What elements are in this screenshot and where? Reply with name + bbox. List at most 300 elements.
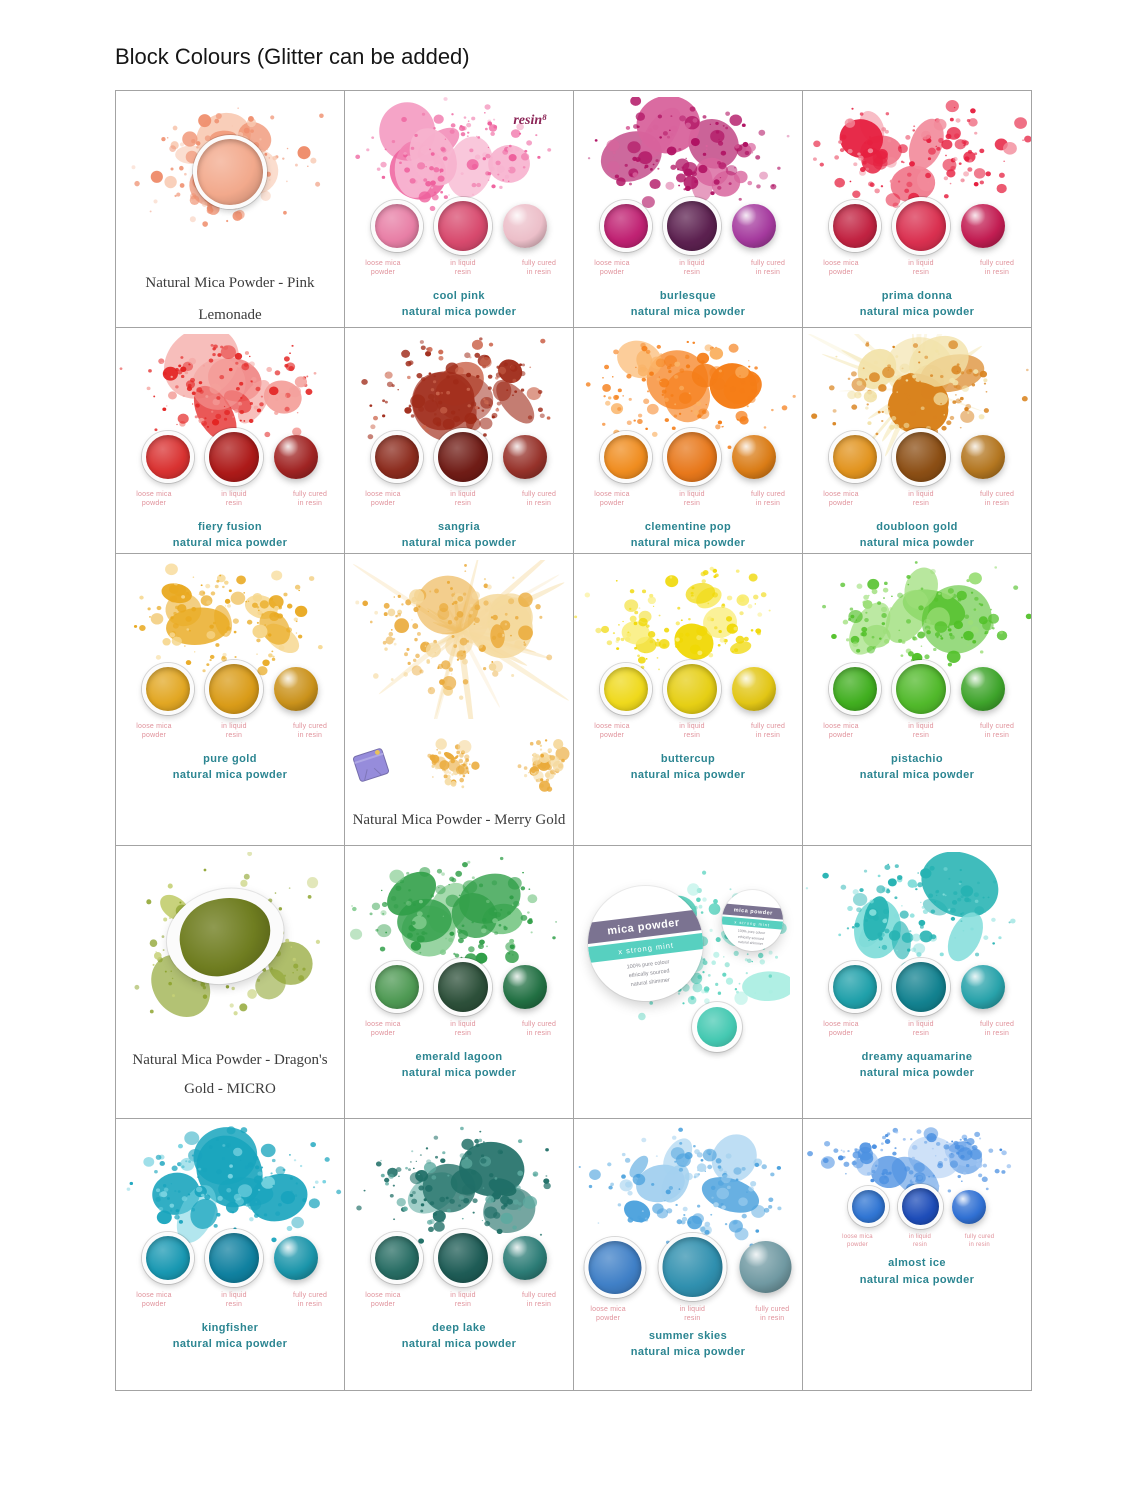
loose-powder-pot bbox=[829, 200, 881, 252]
pots-row bbox=[142, 1229, 318, 1287]
pot-caption bbox=[739, 723, 797, 741]
pot-captions bbox=[345, 491, 573, 509]
caption-line: fully cured bbox=[750, 723, 786, 730]
caption-line: fully cured bbox=[521, 1021, 557, 1028]
caption-line: fully cured bbox=[979, 491, 1015, 498]
loose-powder-pot bbox=[371, 961, 423, 1013]
liquid-resin-pot bbox=[434, 428, 492, 486]
pot-caption bbox=[656, 723, 728, 741]
pot-caption bbox=[427, 491, 499, 509]
swatch-image bbox=[345, 97, 573, 255]
swatch-image bbox=[116, 334, 344, 486]
caption-line: resin bbox=[683, 268, 701, 276]
product-suffix: natural mica powder bbox=[630, 537, 746, 549]
caption-line: in liquid bbox=[908, 491, 934, 498]
product-name: fiery fusion bbox=[197, 520, 263, 533]
pot-caption bbox=[968, 260, 1026, 278]
pot-caption bbox=[808, 723, 874, 741]
product-label bbox=[803, 519, 1031, 552]
product-label bbox=[803, 288, 1031, 321]
caption-line: in resin bbox=[297, 499, 323, 507]
product-label bbox=[116, 1320, 344, 1353]
caption-line: in resin bbox=[984, 1029, 1010, 1037]
product-label bbox=[574, 288, 802, 321]
pot-caption bbox=[957, 1234, 1002, 1249]
caption-line: powder bbox=[370, 499, 396, 507]
pot-caption bbox=[121, 1292, 187, 1310]
pot-caption bbox=[968, 491, 1026, 509]
pots-row bbox=[600, 428, 776, 486]
cell-strong-mint bbox=[574, 846, 803, 1119]
cured-resin-sphere bbox=[961, 204, 1005, 248]
cured-resin-sphere bbox=[503, 1236, 547, 1280]
caption-line: loose mica bbox=[594, 723, 630, 730]
product-name: summer skies bbox=[648, 1329, 728, 1342]
page-title: Block Colours (Glitter can be added) bbox=[115, 44, 470, 69]
pot-caption bbox=[281, 491, 339, 509]
liquid-resin-pot bbox=[205, 428, 263, 486]
swatch-image bbox=[116, 852, 344, 1030]
caption-line: fully cured bbox=[521, 491, 557, 498]
swatch-image bbox=[803, 1125, 1031, 1229]
product-suffix: natural mica powder bbox=[172, 537, 288, 549]
caption-line: in resin bbox=[297, 731, 323, 739]
cell-dreamy-aquamarine bbox=[803, 846, 1032, 1119]
caption-line: in liquid bbox=[908, 1234, 932, 1240]
pot-caption bbox=[655, 1306, 729, 1324]
caption-line: powder bbox=[370, 1029, 396, 1037]
pot-caption bbox=[281, 1292, 339, 1310]
pot-caption bbox=[808, 1021, 874, 1039]
caption-line: in resin bbox=[984, 268, 1010, 276]
caption-line: resin bbox=[912, 1241, 927, 1248]
caption-line: fully cured bbox=[750, 260, 786, 267]
caption-line: loose mica bbox=[823, 260, 859, 267]
loose-powder-pot bbox=[829, 663, 881, 715]
cured-resin-sphere bbox=[732, 204, 776, 248]
caption-line: resin bbox=[454, 1300, 472, 1308]
loose-powder-pot bbox=[142, 1232, 194, 1284]
caption-line: loose mica bbox=[594, 260, 630, 267]
loose-powder-pot bbox=[585, 1237, 646, 1298]
caption-line: loose mica bbox=[136, 491, 172, 498]
tin-subtitle-band: x strong mint bbox=[722, 916, 783, 929]
caption-line: resin bbox=[454, 499, 472, 507]
caption-line: loose mica bbox=[365, 260, 401, 267]
pot-caption bbox=[198, 723, 270, 741]
product-label bbox=[574, 519, 802, 552]
caption-line: resin bbox=[225, 1300, 243, 1308]
caption-line: in liquid bbox=[908, 723, 934, 730]
caption-line: powder bbox=[141, 499, 167, 507]
cell-cool-pink bbox=[345, 91, 574, 328]
liquid-resin-pot bbox=[659, 1233, 727, 1301]
cured-resin-sphere bbox=[503, 204, 547, 248]
mini-splash bbox=[426, 738, 482, 792]
caption-line: in liquid bbox=[679, 1306, 706, 1313]
pot-captions bbox=[345, 260, 573, 278]
caption-line: resin bbox=[454, 268, 472, 276]
caption-line: loose mica bbox=[594, 491, 630, 498]
caption-line: resin bbox=[225, 731, 243, 739]
caption-line: resin bbox=[684, 1314, 701, 1322]
pot-caption bbox=[281, 723, 339, 741]
pots-row bbox=[829, 197, 1005, 255]
cell-kingfisher bbox=[116, 1119, 345, 1391]
caption-line: resin bbox=[225, 499, 243, 507]
cell-doubloon-gold bbox=[803, 328, 1032, 554]
pot-caption bbox=[739, 491, 797, 509]
product-name: prima donna bbox=[881, 289, 953, 302]
product-suffix: natural mica powder bbox=[859, 306, 975, 318]
tin-description-line: natural shimmer bbox=[737, 940, 764, 947]
product-suffix: natural mica powder bbox=[859, 1067, 975, 1079]
liquid-resin-pot bbox=[434, 1229, 492, 1287]
product-suffix: natural mica powder bbox=[630, 1346, 746, 1358]
product-suffix: natural mica powder bbox=[630, 306, 746, 318]
swatch-image bbox=[574, 852, 802, 1080]
cell-emerald-lagoon bbox=[345, 846, 574, 1119]
caption-line: in resin bbox=[526, 499, 552, 507]
product-label bbox=[345, 812, 573, 829]
cell-dragons-gold bbox=[116, 846, 345, 1119]
swatch-image bbox=[345, 1125, 573, 1287]
cured-resin-sphere bbox=[732, 667, 776, 711]
cured-resin-sphere bbox=[961, 667, 1005, 711]
caption-line: in resin bbox=[755, 731, 781, 739]
swatch-image bbox=[803, 334, 1031, 486]
mini-splash bbox=[514, 738, 570, 792]
pots-row bbox=[371, 428, 547, 486]
swatch-image bbox=[574, 97, 802, 255]
swatch-image bbox=[574, 1125, 802, 1301]
caption-line: in resin bbox=[297, 1300, 323, 1308]
product-label bbox=[574, 751, 802, 784]
swatch-image bbox=[345, 334, 573, 486]
caption-line: in resin bbox=[984, 731, 1010, 739]
caption-line: fully cured bbox=[979, 723, 1015, 730]
product-name: doubloon gold bbox=[876, 520, 958, 533]
product-name: sangria bbox=[438, 520, 480, 533]
product-suffix: natural mica powder bbox=[859, 769, 975, 781]
cured-resin-sphere bbox=[961, 435, 1005, 479]
product-suffix: natural mica powder bbox=[401, 1067, 517, 1079]
pots-row bbox=[371, 1229, 547, 1287]
pot-caption bbox=[510, 260, 568, 278]
loose-powder-pot bbox=[371, 200, 423, 252]
tin-title-band: mica powder bbox=[585, 909, 702, 944]
pot-caption bbox=[510, 1292, 568, 1310]
product-suffix: natural mica powder bbox=[172, 769, 288, 781]
caption-line: resin bbox=[683, 731, 701, 739]
product-suffix: natural mica powder bbox=[401, 1338, 517, 1350]
pot-captions bbox=[803, 1021, 1031, 1039]
pot-captions bbox=[574, 260, 802, 278]
caption-line: in resin bbox=[526, 1029, 552, 1037]
purple-packet-icon bbox=[348, 742, 394, 788]
cured-resin-sphere bbox=[274, 667, 318, 711]
cell-pure-gold bbox=[116, 554, 345, 846]
pot-captions bbox=[345, 1292, 573, 1310]
caption-line: loose mica bbox=[823, 491, 859, 498]
pots-row bbox=[600, 197, 776, 255]
cell-sangria bbox=[345, 328, 574, 554]
caption-line: in liquid bbox=[679, 491, 705, 498]
pot-captions bbox=[803, 1234, 1031, 1249]
caption-line: powder bbox=[828, 731, 854, 739]
pot-caption bbox=[427, 1021, 499, 1039]
caption-line: loose mica bbox=[842, 1234, 873, 1240]
caption-line: loose mica bbox=[365, 491, 401, 498]
swatch-image bbox=[803, 852, 1031, 1016]
pots-row bbox=[142, 660, 318, 718]
pots-row bbox=[829, 958, 1005, 1016]
liquid-resin-pot bbox=[892, 197, 950, 255]
tin-description-line: 100% pure colour bbox=[626, 959, 670, 971]
swatch-image bbox=[116, 1125, 344, 1287]
liquid-resin-pot bbox=[892, 428, 950, 486]
caption-line: resin bbox=[454, 1029, 472, 1037]
caption-line: fully cured bbox=[979, 260, 1015, 267]
cured-resin-sphere bbox=[732, 435, 776, 479]
resin8-watermark: resin⁸ bbox=[513, 113, 547, 128]
caption-line: powder bbox=[141, 1300, 167, 1308]
powder-splash bbox=[514, 738, 570, 792]
pot-caption bbox=[968, 1021, 1026, 1039]
product-label bbox=[803, 1049, 1031, 1082]
cured-resin-sphere bbox=[961, 965, 1005, 1009]
tin-title-band: mica powder bbox=[722, 903, 784, 919]
cell-deep-lake bbox=[345, 1119, 574, 1391]
product-name: pistachio bbox=[891, 752, 943, 765]
caption-line: powder bbox=[599, 731, 625, 739]
caption-line: in liquid bbox=[221, 723, 247, 730]
product-label bbox=[803, 1255, 1031, 1288]
pot-caption bbox=[739, 260, 797, 278]
product-suffix: natural mica powder bbox=[172, 1338, 288, 1350]
caption-line: in resin bbox=[526, 268, 552, 276]
loose-powder-pot bbox=[600, 200, 652, 252]
caption-line: loose mica bbox=[136, 1292, 172, 1299]
cell-summer-skies bbox=[574, 1119, 803, 1391]
loose-powder-pot bbox=[600, 663, 652, 715]
loose-powder-pot bbox=[848, 1186, 889, 1227]
caption-line: fully cured bbox=[521, 260, 557, 267]
product-name: cool pink bbox=[433, 289, 485, 302]
cured-resin-sphere bbox=[274, 1236, 318, 1280]
pot-caption bbox=[885, 723, 957, 741]
pot-caption bbox=[427, 260, 499, 278]
pot-captions bbox=[803, 723, 1031, 741]
pots-row bbox=[848, 1184, 986, 1229]
caption-line: in liquid bbox=[450, 491, 476, 498]
caption-line: loose mica bbox=[823, 723, 859, 730]
pots-row bbox=[600, 660, 776, 718]
cell-almost-ice bbox=[803, 1119, 1032, 1391]
pot-caption bbox=[892, 1234, 948, 1249]
cell-buttercup bbox=[574, 554, 803, 846]
product-label bbox=[803, 751, 1031, 784]
caption-line: fully cured bbox=[979, 1021, 1015, 1028]
pot-captions bbox=[574, 723, 802, 741]
pots-row bbox=[585, 1233, 792, 1301]
pot-caption bbox=[968, 723, 1026, 741]
product-name: almost ice bbox=[888, 1257, 946, 1269]
cell-merry-gold bbox=[345, 554, 574, 846]
product-label bbox=[345, 519, 573, 552]
powder-splash bbox=[426, 738, 482, 792]
caption-line: loose mica bbox=[136, 723, 172, 730]
caption-line: in liquid bbox=[221, 491, 247, 498]
pot-caption bbox=[198, 491, 270, 509]
pot-caption bbox=[121, 723, 187, 741]
pot-captions bbox=[574, 491, 802, 509]
pot-captions bbox=[803, 491, 1031, 509]
liquid-resin-pot bbox=[892, 958, 950, 1016]
product-name-line: Gold - MICRO bbox=[184, 1080, 276, 1097]
product-suffix: natural mica powder bbox=[630, 769, 746, 781]
product-label bbox=[116, 1046, 344, 1103]
pot-caption bbox=[350, 491, 416, 509]
caption-line: loose mica bbox=[823, 1021, 859, 1028]
caption-line: in liquid bbox=[450, 1292, 476, 1299]
liquid-resin-pot bbox=[205, 1229, 263, 1287]
pot-caption bbox=[656, 491, 728, 509]
caption-line: in resin bbox=[969, 1241, 990, 1248]
pot-captions bbox=[116, 1292, 344, 1310]
loose-powder-pot bbox=[142, 431, 194, 483]
caption-line: in liquid bbox=[679, 723, 705, 730]
pot-captions bbox=[803, 260, 1031, 278]
liquid-resin-pot bbox=[205, 660, 263, 718]
product-suffix: natural mica powder bbox=[401, 537, 517, 549]
caption-line: fully cured bbox=[755, 1306, 790, 1313]
caption-line: fully cured bbox=[292, 491, 328, 498]
cured-resin-sphere bbox=[274, 435, 318, 479]
caption-line: powder bbox=[370, 1300, 396, 1308]
caption-line: fully cured bbox=[521, 1292, 557, 1299]
pot-caption bbox=[832, 1234, 883, 1249]
caption-line: powder bbox=[370, 268, 396, 276]
product-suffix: natural mica powder bbox=[859, 537, 975, 549]
caption-line: in liquid bbox=[908, 1021, 934, 1028]
merry-bottom-row bbox=[345, 734, 573, 796]
caption-line: in resin bbox=[755, 499, 781, 507]
caption-line: fully cured bbox=[964, 1234, 995, 1240]
caption-line: in resin bbox=[755, 268, 781, 276]
product-name: buttercup bbox=[660, 752, 716, 765]
pot-captions bbox=[116, 723, 344, 741]
loose-powder-pot bbox=[371, 1232, 423, 1284]
cell-fiery-fusion bbox=[116, 328, 345, 554]
powder-splash bbox=[345, 560, 573, 719]
pot-caption bbox=[656, 260, 728, 278]
caption-line: resin bbox=[912, 499, 930, 507]
pot-caption bbox=[743, 1306, 802, 1324]
pot-caption bbox=[574, 1306, 642, 1324]
liquid-resin-pot bbox=[898, 1184, 943, 1229]
pot-captions bbox=[345, 1021, 573, 1039]
caption-line: powder bbox=[596, 1314, 621, 1322]
swatch-image bbox=[803, 97, 1031, 255]
pot-captions bbox=[116, 491, 344, 509]
tin-description-line: ethically sourced bbox=[628, 968, 670, 980]
caption-line: loose mica bbox=[365, 1021, 401, 1028]
product-name-line: Natural Mica Powder - Merry Gold bbox=[352, 812, 566, 828]
liquid-resin-pot bbox=[434, 958, 492, 1016]
pot-caption bbox=[808, 491, 874, 509]
pot-caption bbox=[885, 260, 957, 278]
product-name-line: Natural Mica Powder - Dragon's bbox=[132, 1052, 328, 1068]
pots-row bbox=[371, 197, 547, 255]
cured-resin-sphere bbox=[503, 435, 547, 479]
cured-resin-sphere bbox=[740, 1241, 792, 1293]
caption-line: powder bbox=[141, 731, 167, 739]
tin-description-line: natural shimmer bbox=[630, 976, 671, 988]
pot-captions bbox=[574, 1306, 802, 1324]
product-name: dreamy aquamarine bbox=[861, 1050, 973, 1063]
caption-line: fully cured bbox=[292, 1292, 328, 1299]
product-name: burlesque bbox=[659, 289, 717, 302]
caption-line: loose mica bbox=[590, 1306, 626, 1313]
product-label bbox=[574, 1328, 802, 1361]
liquid-resin-pot bbox=[892, 660, 950, 718]
caption-line: in liquid bbox=[221, 1292, 247, 1299]
caption-line: resin bbox=[912, 1029, 930, 1037]
pots-row bbox=[829, 660, 1005, 718]
caption-line: powder bbox=[828, 1029, 854, 1037]
loose-powder-pot bbox=[142, 663, 194, 715]
caption-line: powder bbox=[599, 499, 625, 507]
cured-resin-sphere bbox=[503, 965, 547, 1009]
caption-line: fully cured bbox=[292, 723, 328, 730]
caption-line: resin bbox=[912, 731, 930, 739]
pot-caption bbox=[510, 491, 568, 509]
tin-description-line: 100% pure colour bbox=[737, 928, 766, 936]
liquid-resin-pot bbox=[434, 197, 492, 255]
pots-row bbox=[142, 428, 318, 486]
product-name: deep lake bbox=[432, 1321, 486, 1334]
caption-line: powder bbox=[828, 499, 854, 507]
swatch-image bbox=[803, 560, 1031, 718]
swatch-image bbox=[574, 560, 802, 718]
product-suffix: natural mica powder bbox=[401, 306, 517, 318]
swatch-table bbox=[115, 90, 1032, 1391]
product-suffix: natural mica powder bbox=[859, 1273, 975, 1286]
caption-line: in liquid bbox=[679, 260, 705, 267]
product-name-line: Natural Mica Powder - Pink bbox=[145, 275, 315, 291]
mint-powder-pot bbox=[692, 1002, 742, 1052]
tin-subtitle-band: x strong mint bbox=[588, 933, 704, 963]
loose-powder-pot bbox=[829, 961, 881, 1013]
caption-line: loose mica bbox=[365, 1292, 401, 1299]
cell-prima-donna bbox=[803, 91, 1032, 328]
pot-caption bbox=[885, 491, 957, 509]
product-label bbox=[116, 519, 344, 552]
pot-caption bbox=[808, 260, 874, 278]
swatch-image bbox=[574, 334, 802, 486]
pots-row bbox=[829, 428, 1005, 486]
cell-pink-lemonade bbox=[116, 91, 345, 328]
liquid-resin-pot bbox=[663, 428, 721, 486]
pot-caption bbox=[198, 1292, 270, 1310]
mint-powder bbox=[697, 1007, 737, 1047]
pot-caption bbox=[427, 1292, 499, 1310]
loose-powder-pot bbox=[371, 431, 423, 483]
pot-caption bbox=[579, 723, 645, 741]
pot-caption bbox=[350, 1021, 416, 1039]
product-name: pure gold bbox=[203, 752, 257, 765]
